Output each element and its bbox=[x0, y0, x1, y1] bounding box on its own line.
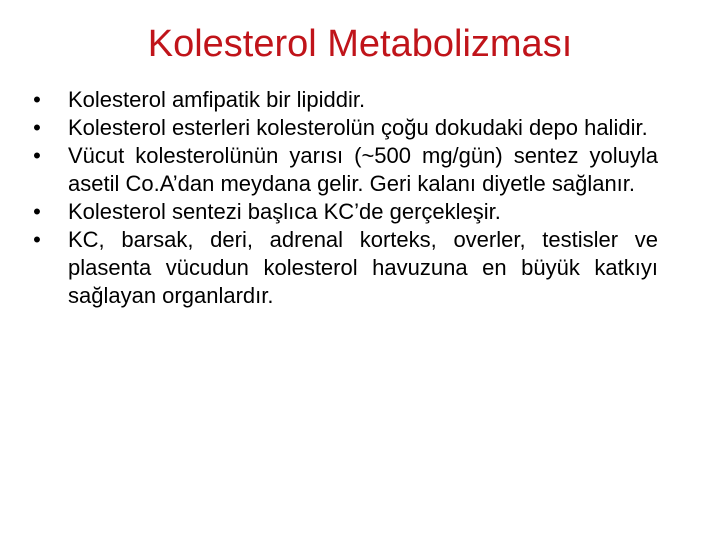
bullet-text: Kolesterol esterleri kolesterolün çoğu dokudaki depo halidir. bbox=[68, 115, 648, 140]
bullet-marker: • bbox=[33, 115, 41, 140]
bullet-item bbox=[30, 226, 658, 310]
bullet-item bbox=[30, 198, 658, 226]
bullet-marker: • bbox=[33, 199, 41, 224]
bullet-marker: • bbox=[33, 143, 41, 168]
slide-title: Kolesterol Metabolizması bbox=[147, 23, 573, 65]
bullet-marker: • bbox=[33, 227, 41, 252]
bullet-text: Kolesterol sentezi başlıca KC’de gerçekleşir. bbox=[68, 199, 501, 224]
bullet-text: Kolesterol amfipatik bir lipiddir. bbox=[68, 87, 366, 112]
bullet-item bbox=[30, 86, 658, 114]
bullet-marker: • bbox=[33, 87, 41, 112]
bullet-item bbox=[30, 142, 658, 198]
bullet-text: KC, barsak, deri, adrenal korteks, overler, testisler ve plasenta vücudun kolesterol havuzuna en büyük katkıyı sağlayan organlardır. bbox=[68, 227, 658, 308]
bullet-item bbox=[30, 114, 658, 142]
bullet-list bbox=[30, 86, 658, 310]
bullet-text: Vücut kolesterolünün yarısı (~500 mg/gün) sentez yoluyla asetil Co.A’dan meydana gelir. Geri kalanı diyetle sağlanır. bbox=[68, 143, 658, 196]
slide-content bbox=[30, 86, 658, 310]
